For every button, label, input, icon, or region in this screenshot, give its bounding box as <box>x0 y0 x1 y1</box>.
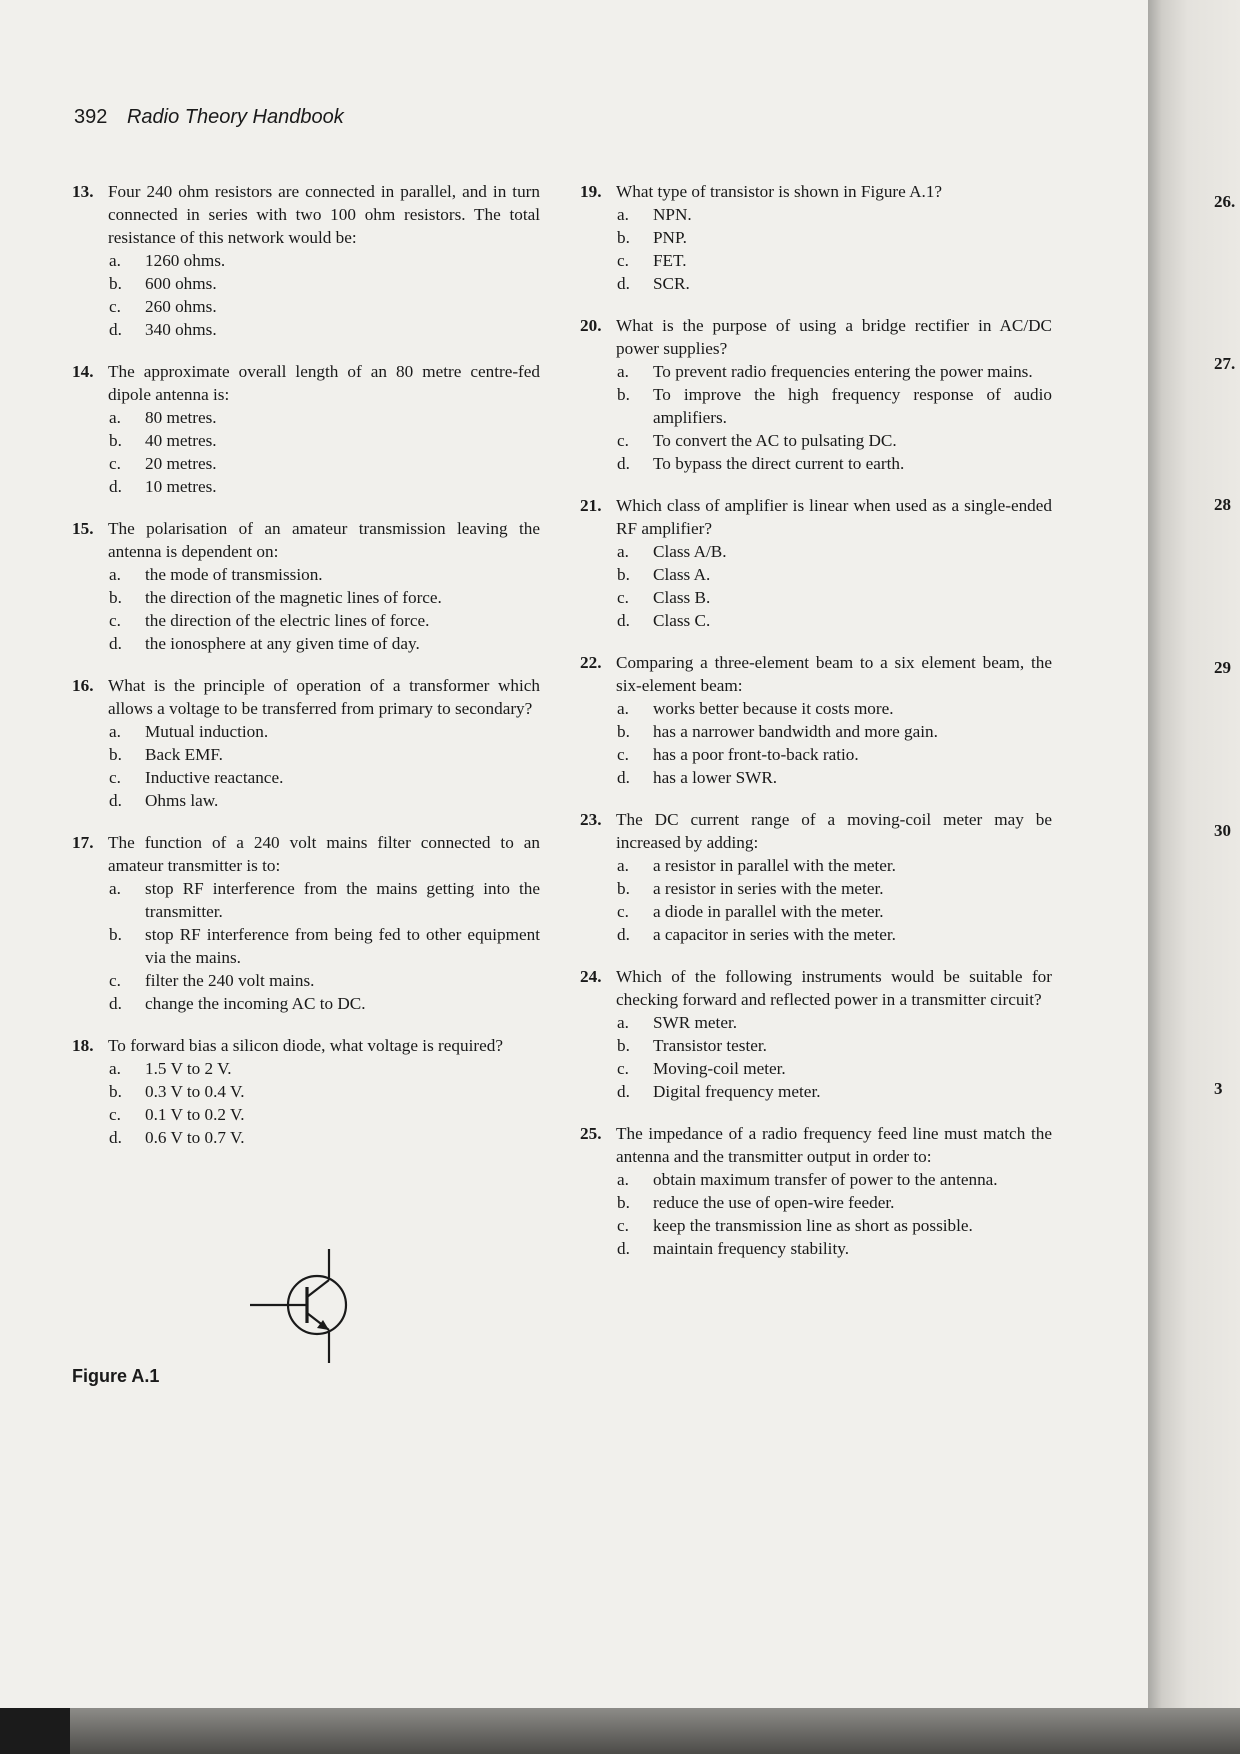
option-text: a diode in parallel with the meter. <box>653 902 884 921</box>
option-letter: d. <box>109 320 122 339</box>
answer-option <box>580 609 1052 632</box>
option-letter: a. <box>109 565 121 584</box>
question-stem <box>72 831 540 877</box>
question-24 <box>580 965 1052 1103</box>
option-letter: d. <box>109 994 122 1013</box>
answer-option <box>72 272 540 295</box>
option-text: filter the 240 volt mains. <box>145 971 315 990</box>
option-text: obtain maximum transfer of power to the antenna. <box>653 1170 998 1189</box>
question-stem <box>72 180 540 249</box>
option-text: Digital frequency meter. <box>653 1082 821 1101</box>
question-stem <box>580 180 1052 203</box>
answer-option <box>580 900 1052 923</box>
option-text: 340 ohms. <box>145 320 217 339</box>
question-number: 23. <box>580 810 602 829</box>
answer-option <box>72 318 540 341</box>
answer-option <box>580 586 1052 609</box>
option-letter: c. <box>617 431 629 450</box>
answer-option <box>580 383 1052 429</box>
answer-option <box>580 1214 1052 1237</box>
option-text: a resistor in series with the meter. <box>653 879 884 898</box>
option-text: Transistor tester. <box>653 1036 767 1055</box>
question-stem <box>72 360 540 406</box>
option-letter: d. <box>109 791 122 810</box>
question-stem <box>580 1122 1052 1168</box>
option-letter: c. <box>109 971 121 990</box>
option-text: To convert the AC to pulsating DC. <box>653 431 897 450</box>
left-column <box>72 180 540 1168</box>
option-text: the ionosphere at any given time of day. <box>145 634 420 653</box>
answer-option <box>580 1011 1052 1034</box>
option-text: a capacitor in series with the meter. <box>653 925 896 944</box>
question-text: Comparing a three-element beam to a six element beam, the six-element beam: <box>616 653 1052 695</box>
option-text: change the incoming AC to DC. <box>145 994 366 1013</box>
question-stem <box>72 517 540 563</box>
option-text: 1.5 V to 2 V. <box>145 1059 232 1078</box>
scan-bottom-edge <box>0 1708 1240 1754</box>
answer-option <box>72 923 540 969</box>
answer-option <box>580 877 1052 900</box>
question-text: What is the purpose of using a bridge rectifier in AC/DC power supplies? <box>616 316 1052 358</box>
question-20 <box>580 314 1052 475</box>
option-letter: a. <box>617 699 629 718</box>
question-number: 21. <box>580 496 602 515</box>
option-letter: d. <box>617 1239 630 1258</box>
answer-option <box>72 406 540 429</box>
question-stem <box>72 1034 540 1057</box>
question-text: Which class of amplifier is linear when used as a single-ended RF amplifier? <box>616 496 1052 538</box>
question-text: The impedance of a radio frequency feed line must match the antenna and the transmitter output in order to: <box>616 1124 1052 1166</box>
answer-option <box>72 429 540 452</box>
question-text: The polarisation of an amateur transmission leaving the antenna is dependent on: <box>108 519 540 561</box>
option-text: works better because it costs more. <box>653 699 894 718</box>
option-text: 0.1 V to 0.2 V. <box>145 1105 245 1124</box>
option-text: 20 metres. <box>145 454 217 473</box>
option-letter: b. <box>617 722 630 741</box>
option-letter: a. <box>617 1170 629 1189</box>
page-header <box>74 106 344 129</box>
option-letter: c. <box>109 611 121 630</box>
question-number: 14. <box>72 362 94 381</box>
option-letter: b. <box>109 925 122 944</box>
answer-option <box>580 1080 1052 1103</box>
answer-option <box>72 992 540 1015</box>
question-text: What type of transistor is shown in Figure A.1? <box>616 182 943 201</box>
question-number: 22. <box>580 653 602 672</box>
option-letter: a. <box>109 1059 121 1078</box>
answer-option <box>72 452 540 475</box>
option-letter: d. <box>617 925 630 944</box>
option-letter: d. <box>109 1128 122 1147</box>
answer-option <box>72 586 540 609</box>
answer-option <box>580 249 1052 272</box>
answer-option <box>72 969 540 992</box>
book-title: Radio Theory Handbook <box>126 106 344 128</box>
question-stem <box>72 674 540 720</box>
question-text: The function of a 240 volt mains filter connected to an amateur transmitter is to: <box>108 833 540 875</box>
option-text: FET. <box>653 251 687 270</box>
answer-option <box>580 854 1052 877</box>
option-letter: c. <box>617 1059 629 1078</box>
option-letter: d. <box>617 611 630 630</box>
option-text: Class B. <box>653 588 711 607</box>
option-letter: d. <box>109 477 122 496</box>
option-letter: b. <box>617 565 630 584</box>
answer-option <box>72 295 540 318</box>
option-text: Ohms law. <box>145 791 219 810</box>
question-text: Four 240 ohm resistors are connected in parallel, and in turn connected in series with two 100 ohm resistors. The total resistance of this network would be: <box>108 182 540 247</box>
answer-option <box>580 272 1052 295</box>
answer-option <box>72 743 540 766</box>
question-text: Which of the following instruments would be suitable for checking forward and reflected power in a transmitter circuit? <box>616 967 1052 1009</box>
next-page-fragment: 30 <box>1214 821 1231 840</box>
option-text: the direction of the electric lines of force. <box>145 611 430 630</box>
question-22 <box>580 651 1052 789</box>
option-letter: b. <box>617 879 630 898</box>
question-23 <box>580 808 1052 946</box>
option-text: Class C. <box>653 611 711 630</box>
option-letter: c. <box>617 1216 629 1235</box>
option-text: To improve the high frequency response of audio amplifiers. <box>653 385 1052 427</box>
option-text: stop RF interference from the mains getting into the transmitter. <box>145 879 540 921</box>
option-letter: b. <box>617 1193 630 1212</box>
answer-option <box>580 540 1052 563</box>
option-letter: d. <box>617 768 630 787</box>
next-page-fragment: 29 <box>1214 658 1231 677</box>
option-text: a resistor in parallel with the meter. <box>653 856 896 875</box>
option-text: 260 ohms. <box>145 297 217 316</box>
question-number: 19. <box>580 182 602 201</box>
option-text: Moving-coil meter. <box>653 1059 786 1078</box>
option-text: Class A. <box>653 565 711 584</box>
option-text: SCR. <box>653 274 690 293</box>
answer-option <box>72 1080 540 1103</box>
option-letter: a. <box>617 856 629 875</box>
question-text: The approximate overall length of an 80 metre centre-fed dipole antenna is: <box>108 362 540 404</box>
option-text: keep the transmission line as short as possible. <box>653 1216 973 1235</box>
answer-option <box>72 766 540 789</box>
option-letter: b. <box>617 1036 630 1055</box>
question-13 <box>72 180 540 341</box>
option-letter: b. <box>109 745 122 764</box>
answer-option <box>72 789 540 812</box>
question-16 <box>72 674 540 812</box>
option-text: 0.3 V to 0.4 V. <box>145 1082 245 1101</box>
option-text: 80 metres. <box>145 408 217 427</box>
option-text: 0.6 V to 0.7 V. <box>145 1128 245 1147</box>
option-text: maintain frequency stability. <box>653 1239 850 1258</box>
answer-option <box>580 766 1052 789</box>
option-text: Mutual induction. <box>145 722 269 741</box>
option-text: NPN. <box>653 205 692 224</box>
option-letter: b. <box>109 274 122 293</box>
next-page-fragment: 3 <box>1214 1079 1223 1098</box>
answer-option <box>580 697 1052 720</box>
option-letter: a. <box>109 722 121 741</box>
answer-option <box>72 475 540 498</box>
answer-option <box>580 563 1052 586</box>
answer-option <box>580 743 1052 766</box>
option-text: Back EMF. <box>145 745 223 764</box>
answer-option <box>580 360 1052 383</box>
answer-option <box>72 1126 540 1149</box>
option-text: Inductive reactance. <box>145 768 284 787</box>
option-letter: a. <box>109 408 121 427</box>
option-text: has a poor front-to-back ratio. <box>653 745 859 764</box>
answer-option <box>580 203 1052 226</box>
option-letter: b. <box>109 588 122 607</box>
question-21 <box>580 494 1052 632</box>
question-stem <box>580 808 1052 854</box>
question-14 <box>72 360 540 498</box>
question-number: 13. <box>72 182 94 201</box>
question-text: The DC current range of a moving-coil meter may be increased by adding: <box>616 810 1052 852</box>
option-letter: c. <box>617 745 629 764</box>
option-letter: a. <box>109 879 121 898</box>
answer-option <box>72 720 540 743</box>
question-15 <box>72 517 540 655</box>
question-number: 24. <box>580 967 602 986</box>
next-page-fragment: 26. <box>1214 192 1236 211</box>
option-text: To bypass the direct current to earth. <box>653 454 905 473</box>
option-letter: a. <box>109 251 121 270</box>
option-text: 10 metres. <box>145 477 217 496</box>
answer-option <box>580 1168 1052 1191</box>
option-text: Class A/B. <box>653 542 727 561</box>
question-stem <box>580 494 1052 540</box>
option-text: To prevent radio frequencies entering the power mains. <box>653 362 1033 381</box>
answer-option <box>580 226 1052 249</box>
question-number: 20. <box>580 316 602 335</box>
question-text: What is the principle of operation of a transformer which allows a voltage to be transferred from primary to secondary? <box>108 676 540 718</box>
option-letter: c. <box>109 768 121 787</box>
answer-option <box>580 923 1052 946</box>
option-letter: b. <box>109 1082 122 1101</box>
option-text: 40 metres. <box>145 431 217 450</box>
question-number: 18. <box>72 1036 94 1055</box>
option-text: 1260 ohms. <box>145 251 226 270</box>
option-letter: c. <box>109 454 121 473</box>
question-number: 17. <box>72 833 94 852</box>
answer-option <box>72 877 540 923</box>
answer-option <box>580 452 1052 475</box>
question-17 <box>72 831 540 1015</box>
answer-option <box>580 429 1052 452</box>
answer-option <box>580 1237 1052 1260</box>
question-text: To forward bias a silicon diode, what voltage is required? <box>108 1036 503 1055</box>
option-text: 600 ohms. <box>145 274 217 293</box>
question-number: 16. <box>72 676 94 695</box>
question-number: 25. <box>580 1124 602 1143</box>
option-letter: a. <box>617 542 629 561</box>
question-stem <box>580 651 1052 697</box>
answer-option <box>72 1057 540 1080</box>
answer-option <box>72 1103 540 1126</box>
question-number: 15. <box>72 519 94 538</box>
option-letter: c. <box>109 1105 121 1124</box>
answer-option <box>580 1057 1052 1080</box>
figure-caption: Figure A.1 <box>72 1366 160 1386</box>
option-text: PNP. <box>653 228 687 247</box>
answer-option <box>72 249 540 272</box>
answer-option <box>580 720 1052 743</box>
transistor-symbol <box>245 1247 365 1365</box>
option-letter: d. <box>617 274 630 293</box>
answer-option <box>72 609 540 632</box>
option-text: the direction of the magnetic lines of force. <box>145 588 442 607</box>
option-text: SWR meter. <box>653 1013 738 1032</box>
book-spine-shadow <box>1148 0 1240 1754</box>
page-number: 392 <box>74 106 108 128</box>
answer-option <box>72 632 540 655</box>
option-letter: d. <box>617 1082 630 1101</box>
option-letter: b. <box>617 228 630 247</box>
option-letter: c. <box>617 251 629 270</box>
option-letter: c. <box>617 902 629 921</box>
option-letter: a. <box>617 362 629 381</box>
question-25 <box>580 1122 1052 1260</box>
next-page-fragment: 28 <box>1214 495 1231 514</box>
question-18 <box>72 1034 540 1149</box>
option-letter: b. <box>109 431 122 450</box>
option-letter: c. <box>109 297 121 316</box>
option-letter: a. <box>617 1013 629 1032</box>
right-column <box>580 180 1052 1279</box>
option-letter: b. <box>617 385 630 404</box>
answer-option <box>72 563 540 586</box>
question-19 <box>580 180 1052 295</box>
option-text: reduce the use of open-wire feeder. <box>653 1193 895 1212</box>
option-letter: d. <box>109 634 122 653</box>
option-text: the mode of transmission. <box>145 565 323 584</box>
option-letter: d. <box>617 454 630 473</box>
next-page-fragment: 27. <box>1214 354 1236 373</box>
question-stem <box>580 314 1052 360</box>
option-text: has a lower SWR. <box>653 768 778 787</box>
answer-option <box>580 1034 1052 1057</box>
option-text: has a narrower bandwidth and more gain. <box>653 722 938 741</box>
option-text: stop RF interference from being fed to other equipment via the mains. <box>145 925 540 967</box>
option-letter: a. <box>617 205 629 224</box>
option-letter: c. <box>617 588 629 607</box>
answer-option <box>580 1191 1052 1214</box>
question-stem <box>580 965 1052 1011</box>
